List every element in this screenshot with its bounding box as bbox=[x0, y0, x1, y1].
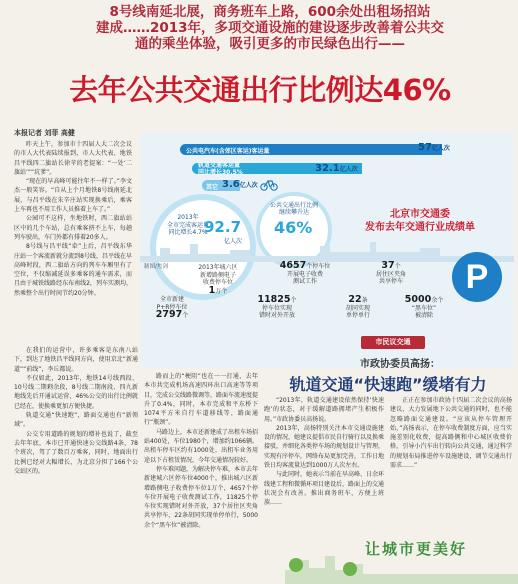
paragraph: 在我们的运营中，许多乘客是东南八站下，到达了地铁昌平线同方向，使用京北“新通道”“前线”，李丘都说。 bbox=[14, 347, 138, 373]
stat-e-payment bbox=[266, 262, 344, 286]
stat-unit: 个停车位 bbox=[306, 263, 331, 270]
rail-ridership-growth: 同比增长30.5% bbox=[198, 168, 243, 176]
stat-label: 错时对外开放 bbox=[258, 312, 295, 319]
paragraph: 8号线与昌平线“牵”上后，昌平线东华庄站一个客流新就分流到8号线，昌平线在早高峰时段，西二旗站方向的列车车厢里有了空位，不仅缩减延误多乘客的通车需求，而且由于城铁线路经东布南线2，列车实测均，然乘整个出行时间节约20分钟。 bbox=[14, 243, 132, 297]
rail-ridership-label bbox=[198, 163, 243, 176]
sub-article-headline: 轨道交通“快速跑”缓堵有力 bbox=[289, 375, 487, 394]
deck-line-1: 8号线南延北展，商务班车上路，600余处出租场招站 bbox=[109, 4, 431, 20]
article-column-2 bbox=[14, 346, 138, 582]
share-caption bbox=[260, 202, 328, 216]
paragraph: 马路边上，本市还新建成了出租车场招站400处，车位1980个，增加约1066辆。出租车停车区约有1000处，出租车业务用途以下占租赁情况，今年交通情况较好。 bbox=[144, 428, 258, 464]
paragraph: 不仅如此，2013年，地铁14号线西段、10号线二期剩余段，8号线二期南段、四九新地线先后开通试运营，46%公交的出行比例就已经在，使换乘更加方便快捷。 bbox=[14, 374, 138, 410]
paragraph: 昨天上午，参加市十四届人大二次会议的市人大代表陆续报到，市人大代表、地铁昌平线四二旗站长徐苹的老提案：“一处‘二旗站’”“坑爹”。 bbox=[14, 141, 132, 176]
stat-label: 停车位实现 bbox=[261, 304, 292, 312]
stat-number: 5000 bbox=[404, 294, 432, 305]
stat-label: 单停单行 bbox=[345, 312, 370, 319]
paragraph: “2013年，轨道交通建设依然保持‘快速跑’的状态，对于缓解道路拥堵产生积极作用。”市政协委员高扬说。 bbox=[264, 397, 384, 423]
other-ridership-value bbox=[222, 179, 258, 190]
share-caption-line-1: 公共交通出行比例 bbox=[269, 202, 318, 209]
paragraph: 轨道交通“快速跑”，路面交通也有“新领域”。 bbox=[14, 412, 138, 429]
total-caption-line-1: 全市完成客运量 bbox=[166, 221, 209, 229]
article-column-3 bbox=[144, 372, 258, 582]
stat-label: 收费停车位 bbox=[202, 279, 233, 286]
paragraph: “现在的早高峰可能往年不一样了。”李文杰一般笑容。“自从上个月地铁8号线南延北展，与昌平线在朱辛庄站实现换乘后，乘客上车再也不用工作人员推着上车了。” bbox=[14, 178, 132, 214]
skyline-illustration bbox=[140, 240, 514, 262]
infographic bbox=[140, 132, 514, 368]
stat-shared-parking bbox=[356, 262, 426, 286]
rail-ridership-title: 轨道交通客运量 bbox=[198, 162, 241, 169]
stat-number: 2797 bbox=[155, 309, 183, 320]
paragraph: 路而上的“梗阻”也在一一打通，去年本市共完成机场高速四环出口高速等等项目，完成公交线路微调等，路面车流速度提升了0.4%，同时，本市完成和平东桥下1074平方米自行车道移线等，路面通行“瓶颈”。 bbox=[144, 373, 258, 427]
paragraph: 与此同时，她表示当前在早高峰、日余环线建工程和微循环项目建设后，路面上的交通状况会有改善。推出商务班车，方便上班族…… bbox=[264, 471, 384, 507]
stat-label: 2013年城六区 bbox=[198, 264, 238, 271]
total-unit: 亿人次 bbox=[223, 238, 242, 245]
share-value: 46% bbox=[274, 218, 313, 237]
tree-icon bbox=[289, 558, 303, 572]
stat-unit: 万个 bbox=[215, 287, 228, 295]
stat-label: 新增路侧电子 bbox=[199, 271, 236, 279]
stat-number: 22 bbox=[348, 294, 362, 305]
byline: 本报记者 刘菲 高健 bbox=[14, 129, 75, 137]
slogan-banner bbox=[285, 530, 518, 584]
slogan: 让城市更美好 bbox=[365, 540, 468, 558]
paragraph: 2013年，高扬特别关注本市交通设施建设的情况，她建议提倡市民自行骑行以及换乘接驳，并细化各类停车场的规划设计与管理，实现有序停车，网络布局更加完善，工作日地铁日均客流量达到1000万人次左右。 bbox=[264, 424, 384, 470]
rail-ridership-number: 32.1 bbox=[315, 163, 340, 174]
commission-title bbox=[340, 208, 500, 234]
stat-number: 1 bbox=[208, 284, 216, 296]
stat-number: 37 bbox=[381, 260, 395, 271]
rail-ridership-unit: 亿人次 bbox=[339, 166, 358, 173]
section-tag: 市民议交通 bbox=[361, 336, 425, 349]
deck-line-2: 建成……2013年，多项交通设施的建设逐步改善着公共交 bbox=[95, 20, 445, 36]
stat-off-peak-open bbox=[242, 296, 312, 320]
share-caption-line-2: 继续攀升达 bbox=[278, 209, 309, 216]
paragraph: 公园可不这样，坐地铁时，西二旗站站区中的几个车站，总有乘客挤不上车，每趟列车驶出，车门外都有排着20多人。 bbox=[14, 215, 132, 241]
stat-label: 共享停车 bbox=[378, 278, 403, 285]
stat-label: 被清除 bbox=[414, 312, 433, 319]
bus-ridership-value bbox=[418, 142, 450, 153]
stat-label: P+R停车位 bbox=[156, 303, 188, 311]
paragraph: 正正在参加市政协十四届二次会议的高扬建议，大力发展地下公共交通的同时，也不能忽略路面交通建设。“应该从停车管理开始，”高扬表示，在停车收费制度方面，应当实施差别化收费，提高路侧和中心城区收费价格，引导小汽车出行转向公共交通，通过科学的规划布局推进停车设施建设，调节交通出行需求……” bbox=[390, 397, 512, 470]
total-value: 92.7 bbox=[204, 218, 242, 236]
tree-icon bbox=[343, 562, 357, 576]
deck bbox=[60, 4, 480, 52]
article-column-1 bbox=[14, 140, 132, 342]
bus-ridership-unit: 亿人次 bbox=[431, 145, 450, 152]
stat-unit: 个 bbox=[182, 312, 189, 319]
stat-label: 开展电子收费 bbox=[286, 270, 323, 278]
bus-ridership-label: 公共电汽车(含郊区客运)客运量 bbox=[186, 148, 270, 155]
other-ridership-number: 3.6 bbox=[222, 179, 240, 190]
stat-label: 居住区夹角 bbox=[375, 270, 406, 278]
stat-unit: 个 bbox=[394, 263, 401, 270]
deck-line-3: 通的乘坐体验，吸引更多的市民绿色出行—— bbox=[135, 36, 405, 52]
headline: 去年公共交通出行比例达46% bbox=[69, 73, 451, 107]
stat-one-way-hutong bbox=[328, 296, 388, 320]
total-caption-line-2: 同比增长4.7% bbox=[168, 229, 208, 236]
parking-p-icon: P bbox=[452, 252, 502, 302]
bicycle-icon bbox=[260, 176, 278, 190]
total-year: 2013年 bbox=[177, 214, 199, 221]
article-column-4 bbox=[264, 396, 384, 530]
paragraph: 停车难问题，为解决停车难，本市去年新建城六区停车位4000个，推出城六区新增路侧电子收费停车位1万个，4657个停车位开展电子收费测试工作，11825个停车位实现错时对外开放，37个居住区夹角共享停车，22条胡同实现单停单行，5000余个“黑车位”被清除。 bbox=[144, 465, 258, 529]
stat-unit: 余个 bbox=[431, 297, 444, 304]
other-ridership-unit: 亿人次 bbox=[239, 182, 258, 189]
article-column-5 bbox=[390, 396, 512, 530]
stat-illegal-spots-removed bbox=[394, 296, 454, 320]
sub-article-kicker: 市政协委员高扬： bbox=[360, 359, 440, 370]
bus-ridership-number: 57 bbox=[418, 142, 432, 153]
paragraph: 公交专用道路的规划的增补也说了，截至去年年底，本市已开通快速公交线路4条，78个班次，驾了了数百万乘客，同时，地面出行比例已经对大幅增长，为北京分担了166个公交站区的。 bbox=[14, 430, 138, 475]
stat-label: 全市新建 bbox=[159, 296, 184, 303]
stat-unit: 个 bbox=[290, 297, 297, 304]
commission-title-line-2: 发布去年交通行业成绩单 bbox=[365, 222, 475, 233]
commission-title-line-1: 北京市交通委 bbox=[390, 209, 450, 220]
rail-ridership-value bbox=[315, 163, 358, 174]
stat-unit: 条 bbox=[361, 297, 368, 304]
stat-park-and-ride bbox=[142, 296, 202, 320]
stat-label: “黑车位” bbox=[411, 304, 437, 312]
stat-number: 11825 bbox=[257, 294, 291, 305]
stat-number: 4657 bbox=[279, 260, 307, 271]
graphic-source: 制图/焦剑 bbox=[144, 264, 168, 270]
other-ridership-label: 其它 bbox=[206, 184, 219, 191]
stat-curbside-parking bbox=[186, 264, 250, 295]
stat-label: 胡同实现 bbox=[345, 304, 370, 312]
stat-label: 测试工作 bbox=[292, 278, 317, 285]
